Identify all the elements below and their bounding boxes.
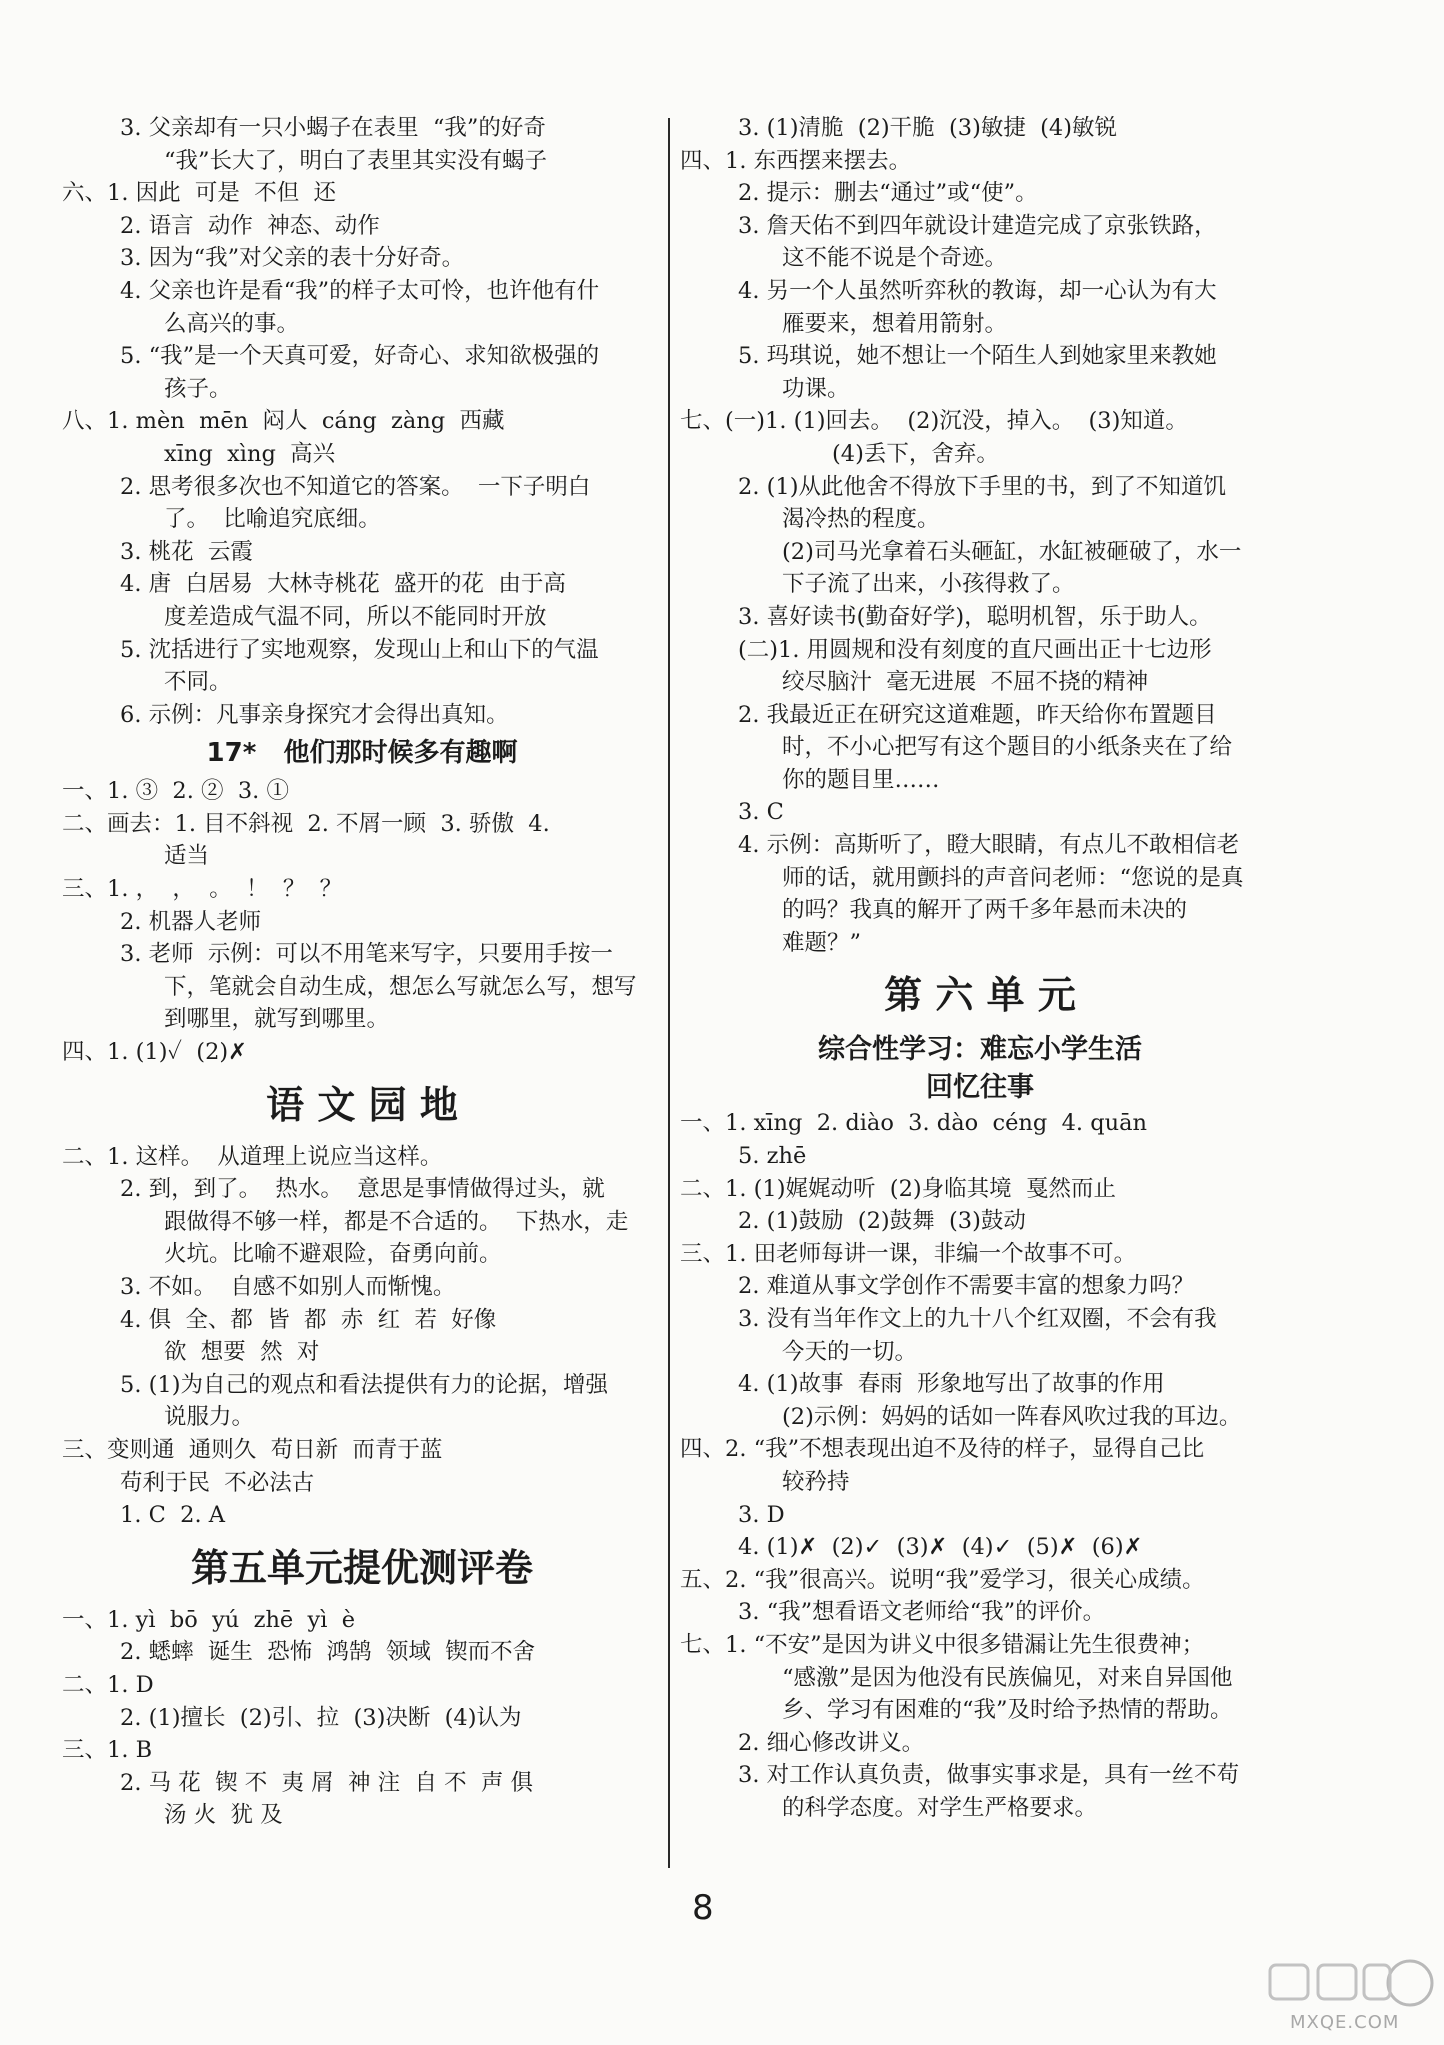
section-heading: 第 六 单 元 xyxy=(884,973,1076,1018)
answer-line: 孩子。 xyxy=(164,375,232,402)
answer-line: 一、1. yì bō yú zhē yì è xyxy=(62,1606,356,1633)
answer-line: 3. 老师 示例：可以不用笔来写字，只要用手按一 xyxy=(120,941,613,968)
answer-line: 六、1. 因此 可是 不但 还 xyxy=(62,180,337,207)
answer-line: 二、1. (1)娓娓动听 (2)身临其境 戛然而止 xyxy=(680,1175,1116,1202)
answer-line: 火坑。比喻不避艰险，奋勇向前。 xyxy=(164,1241,502,1268)
answer-line: 三、1. B xyxy=(62,1737,153,1764)
answer-line: 八、1. mèn mēn 闷人 cáng zàng 西藏 xyxy=(62,408,505,435)
answer-line: 2. 蟋蟀 诞生 恐怖 鸿鹄 领域 锲而不舍 xyxy=(120,1639,536,1666)
answer-line: “我”长大了，明白了表里其实没有蝎子 xyxy=(164,147,548,174)
answer-line: 2. 马 花 锲 不 夷 屑 神 注 自 不 声 俱 xyxy=(120,1769,534,1796)
answer-line: 今天的一切。 xyxy=(782,1338,918,1365)
answer-line: 说服力。 xyxy=(164,1404,255,1431)
answer-line: 四、1. (1)✓ (2)✗ xyxy=(62,1039,248,1066)
answer-line: 汤 火 犹 及 xyxy=(164,1802,283,1829)
answer-line: 4. 另一个人虽然听弈秋的教诲，却一心认为有大 xyxy=(738,277,1217,304)
answer-line: 3. (1)清脆 (2)干脆 (3)敏捷 (4)敏锐 xyxy=(738,115,1118,141)
answer-line: 3. 不如。 自感不如别人而惭愧。 xyxy=(120,1274,456,1300)
answer-line: 时，不小心把写有这个题目的小纸条夹在了给 xyxy=(782,734,1233,761)
answer-line: (2)示例：妈妈的话如一阵春风吹过我的耳边。 xyxy=(782,1403,1242,1430)
answer-line: 三、1. 田老师每讲一课，非编一个故事不可。 xyxy=(680,1240,1137,1267)
answer-line: 七、(一)1. (1)回去。 (2)沉没，掉入。 (3)知道。 xyxy=(680,408,1188,435)
answer-line: 较矜持 xyxy=(782,1468,850,1495)
answer-line: 2. (1)从此他舍不得放下手里的书，到了不知道饥 xyxy=(738,473,1226,500)
answer-line: 5. 玛琪说，她不想让一个陌生人到她家里来教她 xyxy=(738,343,1217,370)
answer-line: 2. 提示：删去“通过”或“使”。 xyxy=(738,180,1038,207)
answer-line: 5. (1)为自己的观点和看法提供有力的论据，增强 xyxy=(120,1371,608,1398)
answer-line: 4. 示例：高斯听了，瞪大眼睛，有点儿不敢相信老 xyxy=(738,832,1240,859)
answer-line: 3. 喜好读书(勤奋好学)，聪明机智，乐于助人。 xyxy=(738,603,1212,630)
answer-line: xīng xìng 高兴 xyxy=(164,440,336,467)
answer-line: 师的话，就用颤抖的声音问老师：“您说的是真 xyxy=(782,864,1244,891)
answer-line: 4. 父亲也许是看“我”的样子太可怜，也许他有什 xyxy=(120,277,600,304)
answer-line: 难题？” xyxy=(782,929,862,956)
answer-line: 6. 示例：凡事亲身探究才会得出真知。 xyxy=(120,701,509,728)
answer-line: 四、2. “我”不想表现出迫不及待的样子，显得自己比 xyxy=(680,1436,1205,1463)
answer-line: 不同。 xyxy=(164,669,232,696)
answer-line: 3. 因为“我”对父亲的表十分好奇。 xyxy=(120,245,465,272)
answer-line: 2. 我最近正在研究这道难题，昨天给你布置题目 xyxy=(738,701,1217,728)
answer-line: 5. zhē xyxy=(738,1143,807,1170)
section-heading: 综合性学习：难忘小学生活 xyxy=(818,1034,1142,1066)
answer-line: 这不能不说是个奇迹。 xyxy=(782,245,1008,272)
column-divider xyxy=(668,118,670,1868)
section-heading: 回忆往事 xyxy=(926,1072,1034,1104)
answer-line: 下，笔就会自动生成，想怎么写就怎么写，想写 xyxy=(164,973,637,1000)
answer-line: “感激”是因为他没有民族偏见，对来自异国他 xyxy=(782,1664,1233,1691)
answer-line: 4. 唐 白居易 大林寺桃花 盛开的花 由于高 xyxy=(120,571,566,598)
answer-line: 1. C 2. A xyxy=(120,1502,226,1529)
watermark-text: MXQE.COM xyxy=(1290,2012,1400,2033)
answer-line: 2. 语言 动作 神态、动作 xyxy=(120,212,380,239)
answer-line: 3. 父亲却有一只小蝎子在表里 “我”的好奇 xyxy=(120,115,546,141)
page-number: 8 xyxy=(692,1888,714,1928)
answer-line: 4. 俱 全、都 皆 都 赤 红 若 好像 xyxy=(120,1306,497,1333)
answer-line: 3. C xyxy=(738,799,784,826)
answer-line: 3. D xyxy=(738,1501,785,1528)
answer-line: 绞尽脑汁 毫无进展 不屈不挠的精神 xyxy=(782,669,1149,696)
answer-line: 二、1. 这样。 从道理上说应当这样。 xyxy=(62,1143,443,1170)
left-column xyxy=(62,112,662,1832)
answer-line: 跟做得不够一样，都是不合适的。 下热水，走 xyxy=(164,1208,629,1235)
answer-line: 5. 沈括进行了实地观察，发现山上和山下的气温 xyxy=(120,636,599,663)
answer-line: 3. 对工作认真负责，做事实事求是，具有一丝不苟 xyxy=(738,1762,1240,1789)
answer-line: 2. 思考很多次也不知道它的答案。 一下子明白 xyxy=(120,473,591,500)
answer-line: 五、2. “我”很高兴。说明“我”爱学习，很关心成绩。 xyxy=(680,1566,1205,1593)
answer-line: 四、1. 东西摆来摆去。 xyxy=(680,147,912,174)
answer-line: 一、1. ③ 2. ② 3. ① xyxy=(62,778,289,805)
answer-line: (二)1. 用圆规和没有刻度的直尺画出正十七边形 xyxy=(738,636,1212,663)
answer-line: 3. 詹天佑不到四年就设计建造完成了京张铁路， xyxy=(738,212,1217,239)
answer-line: 渴冷热的程度。 xyxy=(782,506,940,533)
answer-line: 2. 细心修改讲义。 xyxy=(738,1729,925,1756)
answer-line: 七、1. “不安”是因为讲义中很多错漏让先生很费神； xyxy=(680,1631,1205,1658)
answer-line: 4. (1)故事 春雨 形象地写出了故事的作用 xyxy=(738,1371,1165,1398)
answer-line: 三、1. ， ， 。 ！ ？ ？ xyxy=(62,876,343,903)
answer-line: 2. 难道从事文学创作不需要丰富的想象力吗？ xyxy=(738,1273,1195,1300)
answer-line: 的科学态度。对学生严格要求。 xyxy=(782,1794,1098,1821)
answer-line: (4)丢下，舍弃。 xyxy=(832,440,999,467)
answer-line: 你的题目里…… xyxy=(782,766,940,793)
answer-line: 欲 想要 然 对 xyxy=(164,1339,320,1366)
answer-line: 的吗？我真的解开了两千多年悬而未决的 xyxy=(782,897,1188,924)
answer-line: 雁要来，想着用箭射。 xyxy=(782,310,1008,337)
answer-line: 下子流了出来，小孩得救了。 xyxy=(782,571,1075,598)
answer-line: 乡、学习有困难的“我”及时给予热情的帮助。 xyxy=(782,1697,1233,1724)
section-heading: 17* 他们那时候多有趣啊 xyxy=(206,738,518,769)
answer-line: 么高兴的事。 xyxy=(164,310,300,337)
section-heading: 语 文 园 地 xyxy=(266,1082,458,1127)
answer-line: 适当 xyxy=(164,843,210,870)
answer-line: 一、1. xīng 2. diào 3. dào céng 4. quān xyxy=(680,1110,1148,1137)
answer-line: 2. 机器人老师 xyxy=(120,908,262,935)
answer-line: 2. (1)擅长 (2)引、拉 (3)决断 (4)认为 xyxy=(120,1704,522,1731)
answer-line: 功课。 xyxy=(782,375,850,402)
answer-line: 到哪里，就写到哪里。 xyxy=(164,1006,390,1033)
answer-line: 5. “我”是一个天真可爱，好奇心、求知欲极强的 xyxy=(120,343,600,370)
answer-line: 4. (1)✗ (2)✓ (3)✗ (4)✓ (5)✗ (6)✗ xyxy=(738,1534,1143,1561)
answer-line: 了。 比喻追究底细。 xyxy=(164,506,381,533)
answer-line: 苟利于民 不必法古 xyxy=(120,1469,315,1496)
answer-line: 3. 桃花 云霞 xyxy=(120,538,253,565)
answer-line: 二、画去：1. 目不斜视 2. 不屑一顾 3. 骄傲 4. xyxy=(62,810,550,837)
answer-line: 3. “我”想看语文老师给“我”的评价。 xyxy=(738,1599,1106,1626)
section-heading: 第五单元提优测评卷 xyxy=(190,1545,533,1590)
answer-line: 度差造成气温不同，所以不能同时开放 xyxy=(164,603,547,630)
right-column xyxy=(680,112,1280,1825)
answer-line: 2. (1)鼓励 (2)鼓舞 (3)鼓动 xyxy=(738,1208,1026,1235)
answer-line: 3. 没有当年作文上的九十八个红双圈，不会有我 xyxy=(738,1306,1217,1332)
answer-line: (2)司马光拿着石头砸缸，水缸被砸破了，水一 xyxy=(782,538,1242,565)
answer-line: 2. 到，到了。 热水。 意思是事情做得过头，就 xyxy=(120,1176,605,1203)
answer-line: 三、变则通 通则久 苟日新 而青于蓝 xyxy=(62,1436,443,1463)
answer-line: 二、1. D xyxy=(62,1671,154,1698)
